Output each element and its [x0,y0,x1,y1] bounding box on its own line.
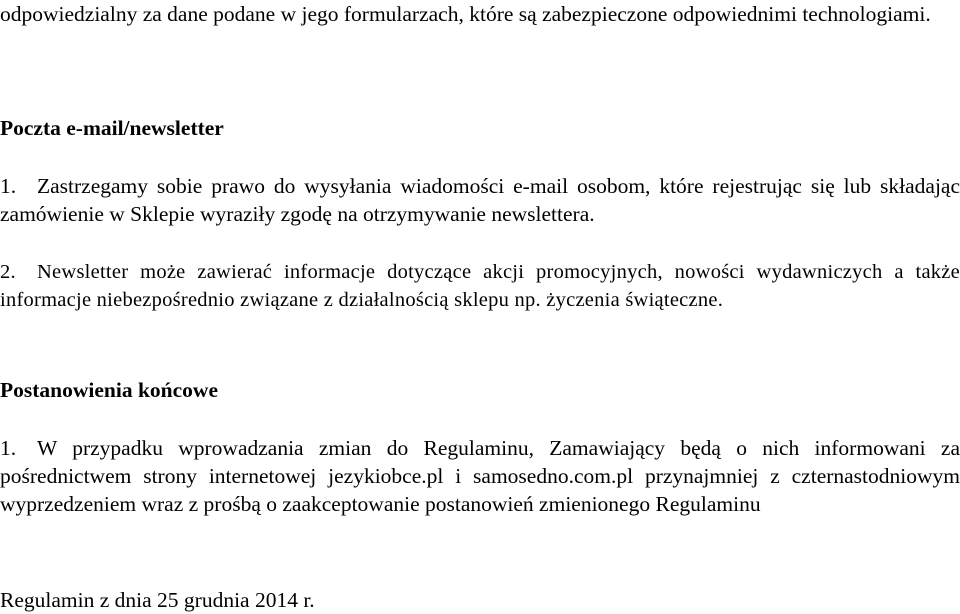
intro-paragraph [0,0,960,28]
section-heading-newsletter: Poczta e-mail/newsletter [0,116,224,140]
document-date-footer: Regulamin z dnia 25 grudnia 2014 r. [0,588,315,612]
list-text: Newsletter może zawierać informacje dotyczące akcji promocyjnych, nowości wydawniczych a także informacje niebezpośrednio związane z działalnością sklepu np. życzenia świąteczne. [0,261,960,311]
list-text: Zastrzegamy sobie prawo do wysyłania wiadomości e-mail osobom, które rejestrując się lub składając zamówienie w Sklepie wyraziły zgodę na otrzymywanie newslettera. [0,174,960,226]
list-number: 1. [0,436,17,460]
intro-text: odpowiedzialny za dane podane w jego formularzach, które są zabezpieczone odpowiednimi technologiami. [0,2,931,26]
list-item-newsletter-1 [0,172,960,228]
section-heading-final-provisions: Postanowienia końcowe [0,378,218,402]
list-item-final-1 [0,434,960,518]
list-number: 2. [0,261,16,283]
list-item-newsletter-2 [0,258,960,314]
list-text: W przypadku wprowadzania zmian do Regulaminu, Zamawiający będą o nich informowani za pośrednictwem strony internetowej jezykiobce.pl i samosedno.com.pl przynajmniej z czternastodniowym wyprzedzeniem wraz z prośbą o zaakceptowanie postanowień zmienionego Regulaminu [0,436,960,516]
list-number: 1. [0,174,17,198]
